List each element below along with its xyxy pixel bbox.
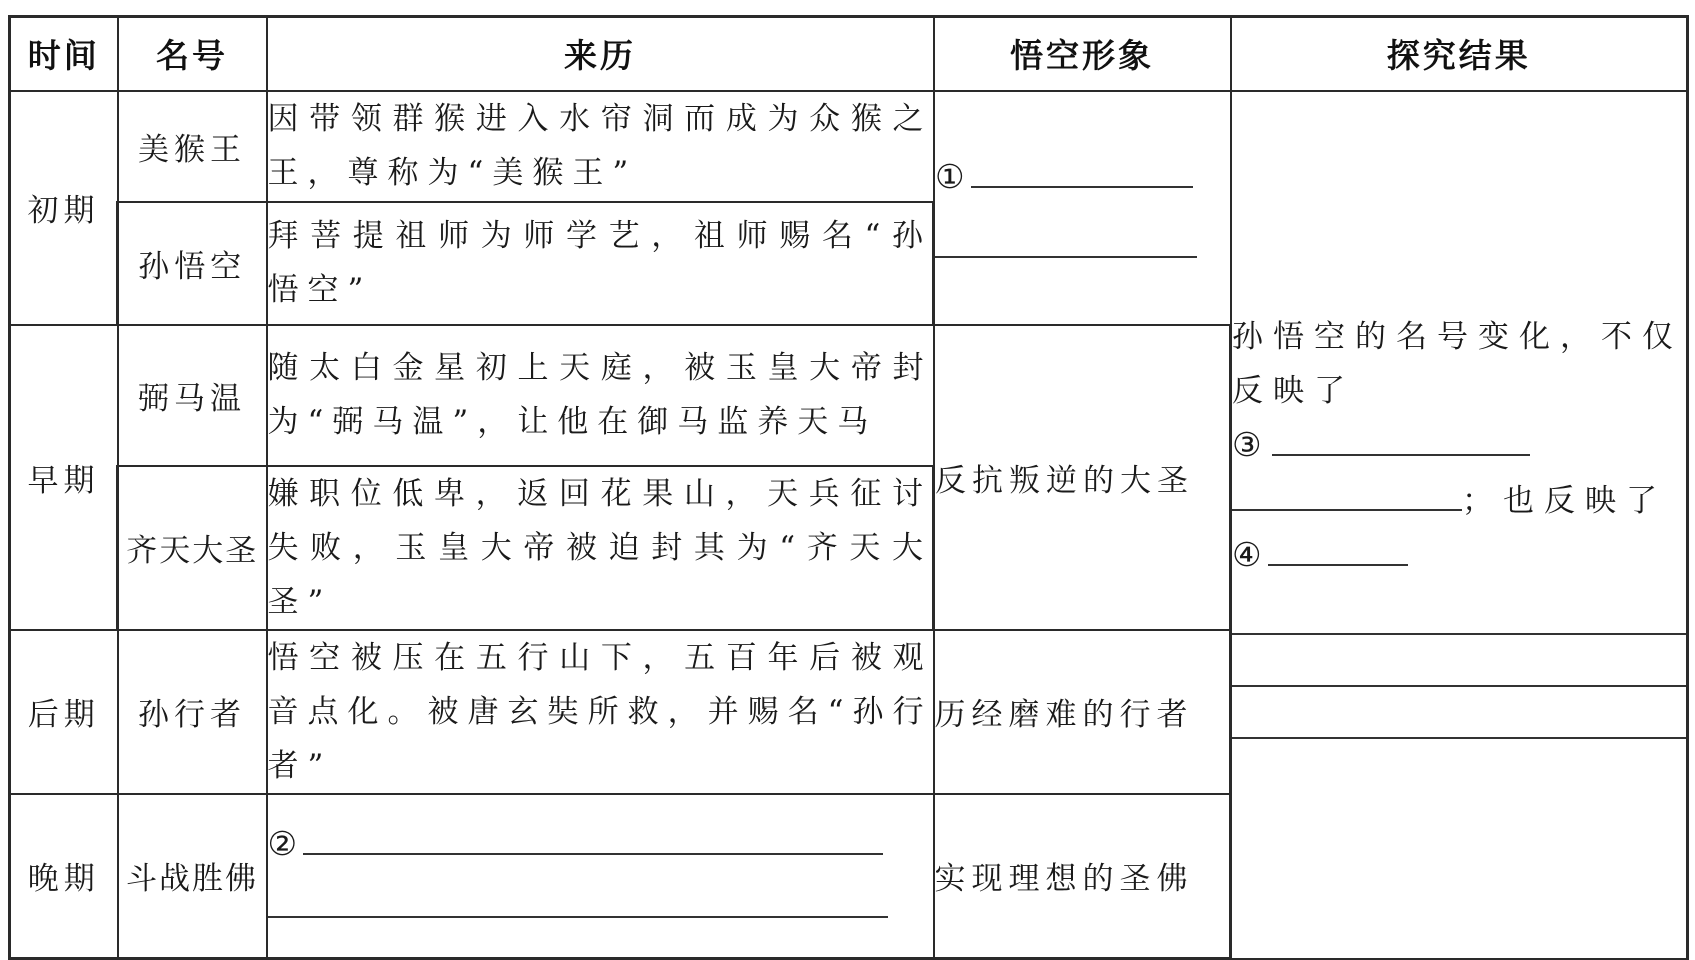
table-row	[10, 91, 1688, 202]
answer-blank-4[interactable]	[1268, 528, 1408, 566]
answer-blank-1-line-1	[935, 150, 1230, 196]
name-cell: 孙悟空	[118, 202, 267, 325]
answer-blank-4-line-2[interactable]	[1232, 583, 1686, 635]
period-early-start: 初期	[10, 91, 118, 325]
image-cell-final: 实现理想的圣佛	[934, 794, 1231, 959]
blank-marker-3: ③	[1232, 425, 1262, 464]
blank-marker-2: ②	[267, 823, 298, 863]
blank-marker-4: ④	[1232, 535, 1262, 574]
name-cell: 弼马温	[118, 325, 267, 466]
origin-cell: 拜菩提祖师为师学艺，祖师赐名“孙悟空”	[267, 202, 934, 325]
answer-blank-3-continued[interactable]	[1232, 473, 1462, 511]
header-origin: 来历	[267, 17, 934, 91]
image-cell-early: 反抗叛逆的大圣	[934, 325, 1231, 630]
name-cell: 齐天大圣	[118, 466, 267, 630]
header-result: 探究结果	[1231, 17, 1688, 91]
result-cell	[1231, 91, 1688, 959]
answer-blank-1-line-2	[935, 220, 1230, 266]
result-text-2: ；也反映了	[1462, 483, 1667, 519]
header-time: 时间	[10, 17, 118, 91]
answer-blank-2-line-2	[268, 880, 933, 935]
period-early: 早期	[10, 325, 118, 630]
period-final: 晚期	[10, 794, 118, 959]
name-cell: 孙行者	[118, 630, 267, 794]
answer-blank-3[interactable]	[1272, 418, 1530, 456]
blank-marker-1: ①	[935, 156, 965, 196]
answer-blank-4-line-4[interactable]	[1232, 687, 1686, 739]
image-cell-early-start	[934, 91, 1231, 325]
header-row	[10, 17, 1688, 91]
origin-cell: 因带领群猴进入水帘洞而成为众猴之王，尊称为“美猴王”	[267, 91, 934, 202]
period-late: 后期	[10, 630, 118, 794]
result-text-1: 孙悟空的名号变化，不仅反映了	[1232, 319, 1683, 409]
wukong-name-table	[8, 15, 1689, 960]
answer-blank-1-continued[interactable]	[935, 220, 1197, 258]
origin-cell: 悟空被压在五行山下，五百年后被观音点化。被唐玄奘所救，并赐名“孙行者”	[267, 630, 934, 794]
origin-cell: 嫌职位低卑，返回花果山，天兵征讨失败，玉皇大帝被迫封其为“齐天大圣”	[267, 466, 934, 630]
cropped-question-text	[0, 0, 520, 14]
answer-blank-2[interactable]	[303, 817, 883, 855]
origin-cell: 随太白金星初上天庭，被玉皇大帝封为“弼马温”，让他在御马监养天马	[267, 325, 934, 466]
name-cell: 斗战胜佛	[118, 794, 267, 959]
header-name: 名号	[118, 17, 267, 91]
answer-blank-4-line-3[interactable]	[1232, 635, 1686, 687]
answer-blank-1[interactable]	[971, 150, 1193, 188]
answer-blank-2-line-1	[268, 817, 933, 872]
image-cell-late: 历经磨难的行者	[934, 630, 1231, 794]
name-cell: 美猴王	[118, 91, 267, 202]
answer-blank-2-continued[interactable]	[268, 880, 888, 918]
header-image: 悟空形象	[934, 17, 1231, 91]
